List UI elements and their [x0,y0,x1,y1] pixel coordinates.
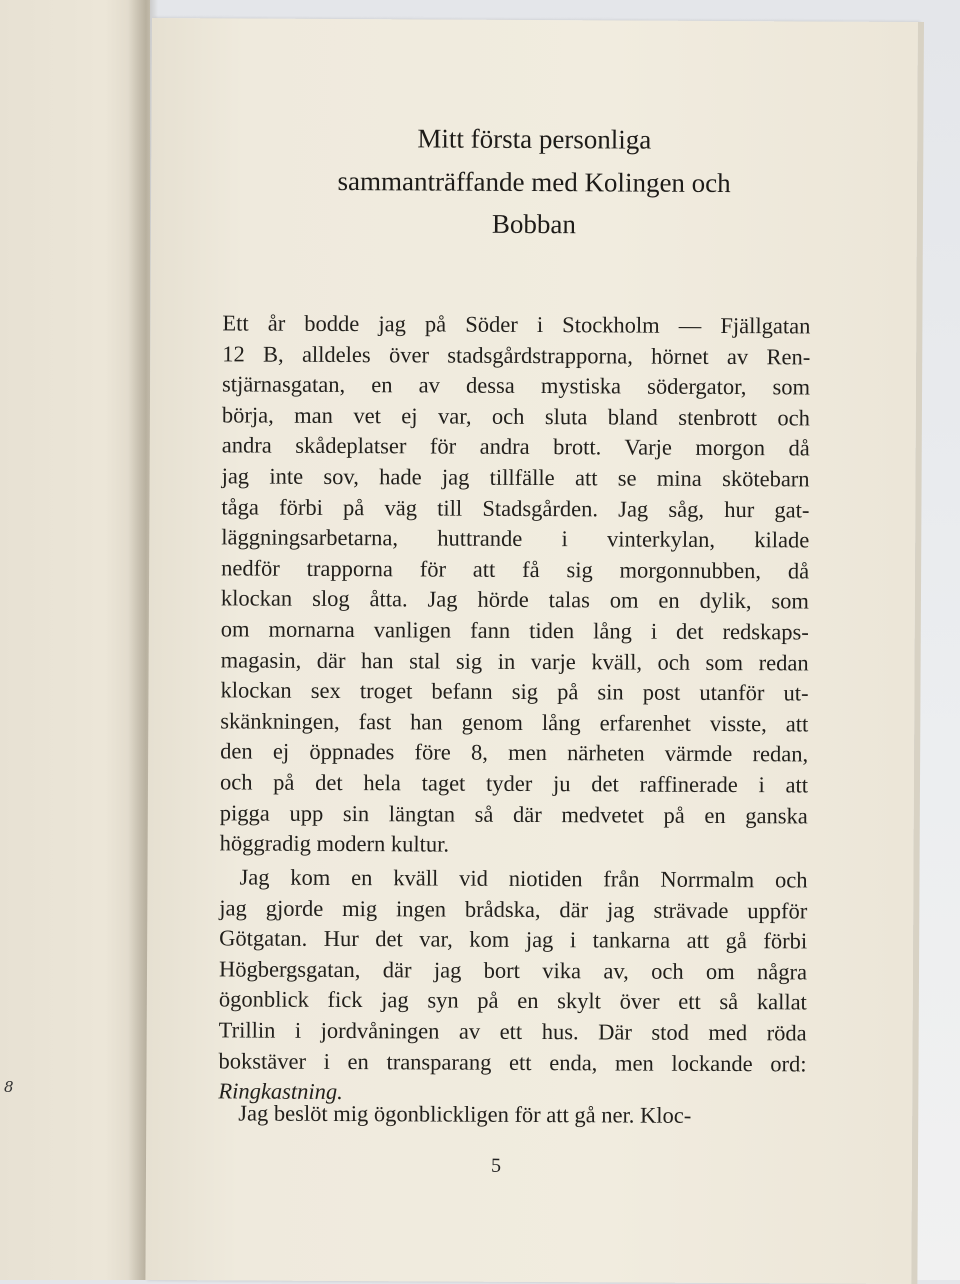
text-line: och på det hela taget tyder ju det raffinerade i att [219,769,809,798]
text-line: bokstäver i en transparang ett enda, men lockande ord: [218,1047,807,1077]
text-line: skänkningen, fast han genom lång erfarenhet visste, att [220,708,809,737]
text-line: tåga förbi på väg till Stadsgården. Jag såg, hur gat- [221,493,810,523]
text-line: Ringkastning. [218,1078,343,1105]
text-line: jag gjorde mig ingen brådska, där jag strävade uppför [219,894,808,924]
text-line: om mornarna vanligen fann tiden lång i det redskaps- [220,616,809,645]
text-line: börja, man vet ej var, och sluta bland stenbrott och [221,402,810,431]
text-line: nedför trapporna för att få sig morgonnubben, då [221,555,810,584]
left-page-number: 8 [4,1078,14,1096]
text-line: klockan sex troget befann sig på sin post utanför ut- [220,677,809,706]
text-line: jag inte sov, hade jag tillfälle att se mina skötebarn [221,463,810,492]
text-line: Högbergsgatan, där jag bort vika av, och om några [218,956,808,985]
text-line: Trillin i jordvåningen av ett hus. Där stod med röda [218,1017,807,1046]
text-line: Ett år bodde jag på Söder i Stockholm — Fjällgatan [222,310,811,339]
text-line: 12 B, alldeles över stadsgårdstrapporna, hörnet av Ren- [222,340,811,370]
text-line: Götgatan. Hur det var, kom jag i tankarna att gå förbi [219,925,808,954]
chapter-title-line: Bobban [491,208,577,240]
text-line: Jag kom en kväll vid niotiden från Norrmalm och [239,864,808,893]
text-line: andra skådeplatser för andra brott. Varje morgon då [221,432,810,461]
text-line: klockan slog åtta. Jag hörde talas om en dylik, som [220,585,810,614]
text-line: ögonblick fick jag syn på en skylt över ett så kallat [218,986,807,1015]
text-line: stjärnasgatan, en av dessa mystiska södergator, som [222,371,811,400]
text-line: höggradig modern kultur. [219,830,450,857]
text-line: Jag beslöt mig ögonblickligen för att gå ner. Kloc- [238,1100,692,1128]
chapter-title-line: Mitt första personliga [417,123,652,155]
right-page [145,18,918,1284]
page-number: 5 [490,1154,502,1177]
text-line: pigga upp sin längtan så där medvetet på en ganska [219,799,808,829]
text-line: magasin, där han stal sig in varje kväll, och som redan [220,646,809,676]
text-line: den ej öppnades före 8, men närheten värmde redan, [220,738,809,767]
text-line: läggningsarbetarna, huttrande i vinterkylan, kilade [221,524,810,553]
chapter-title-line: sammanträffande med Kolingen och [337,165,731,199]
